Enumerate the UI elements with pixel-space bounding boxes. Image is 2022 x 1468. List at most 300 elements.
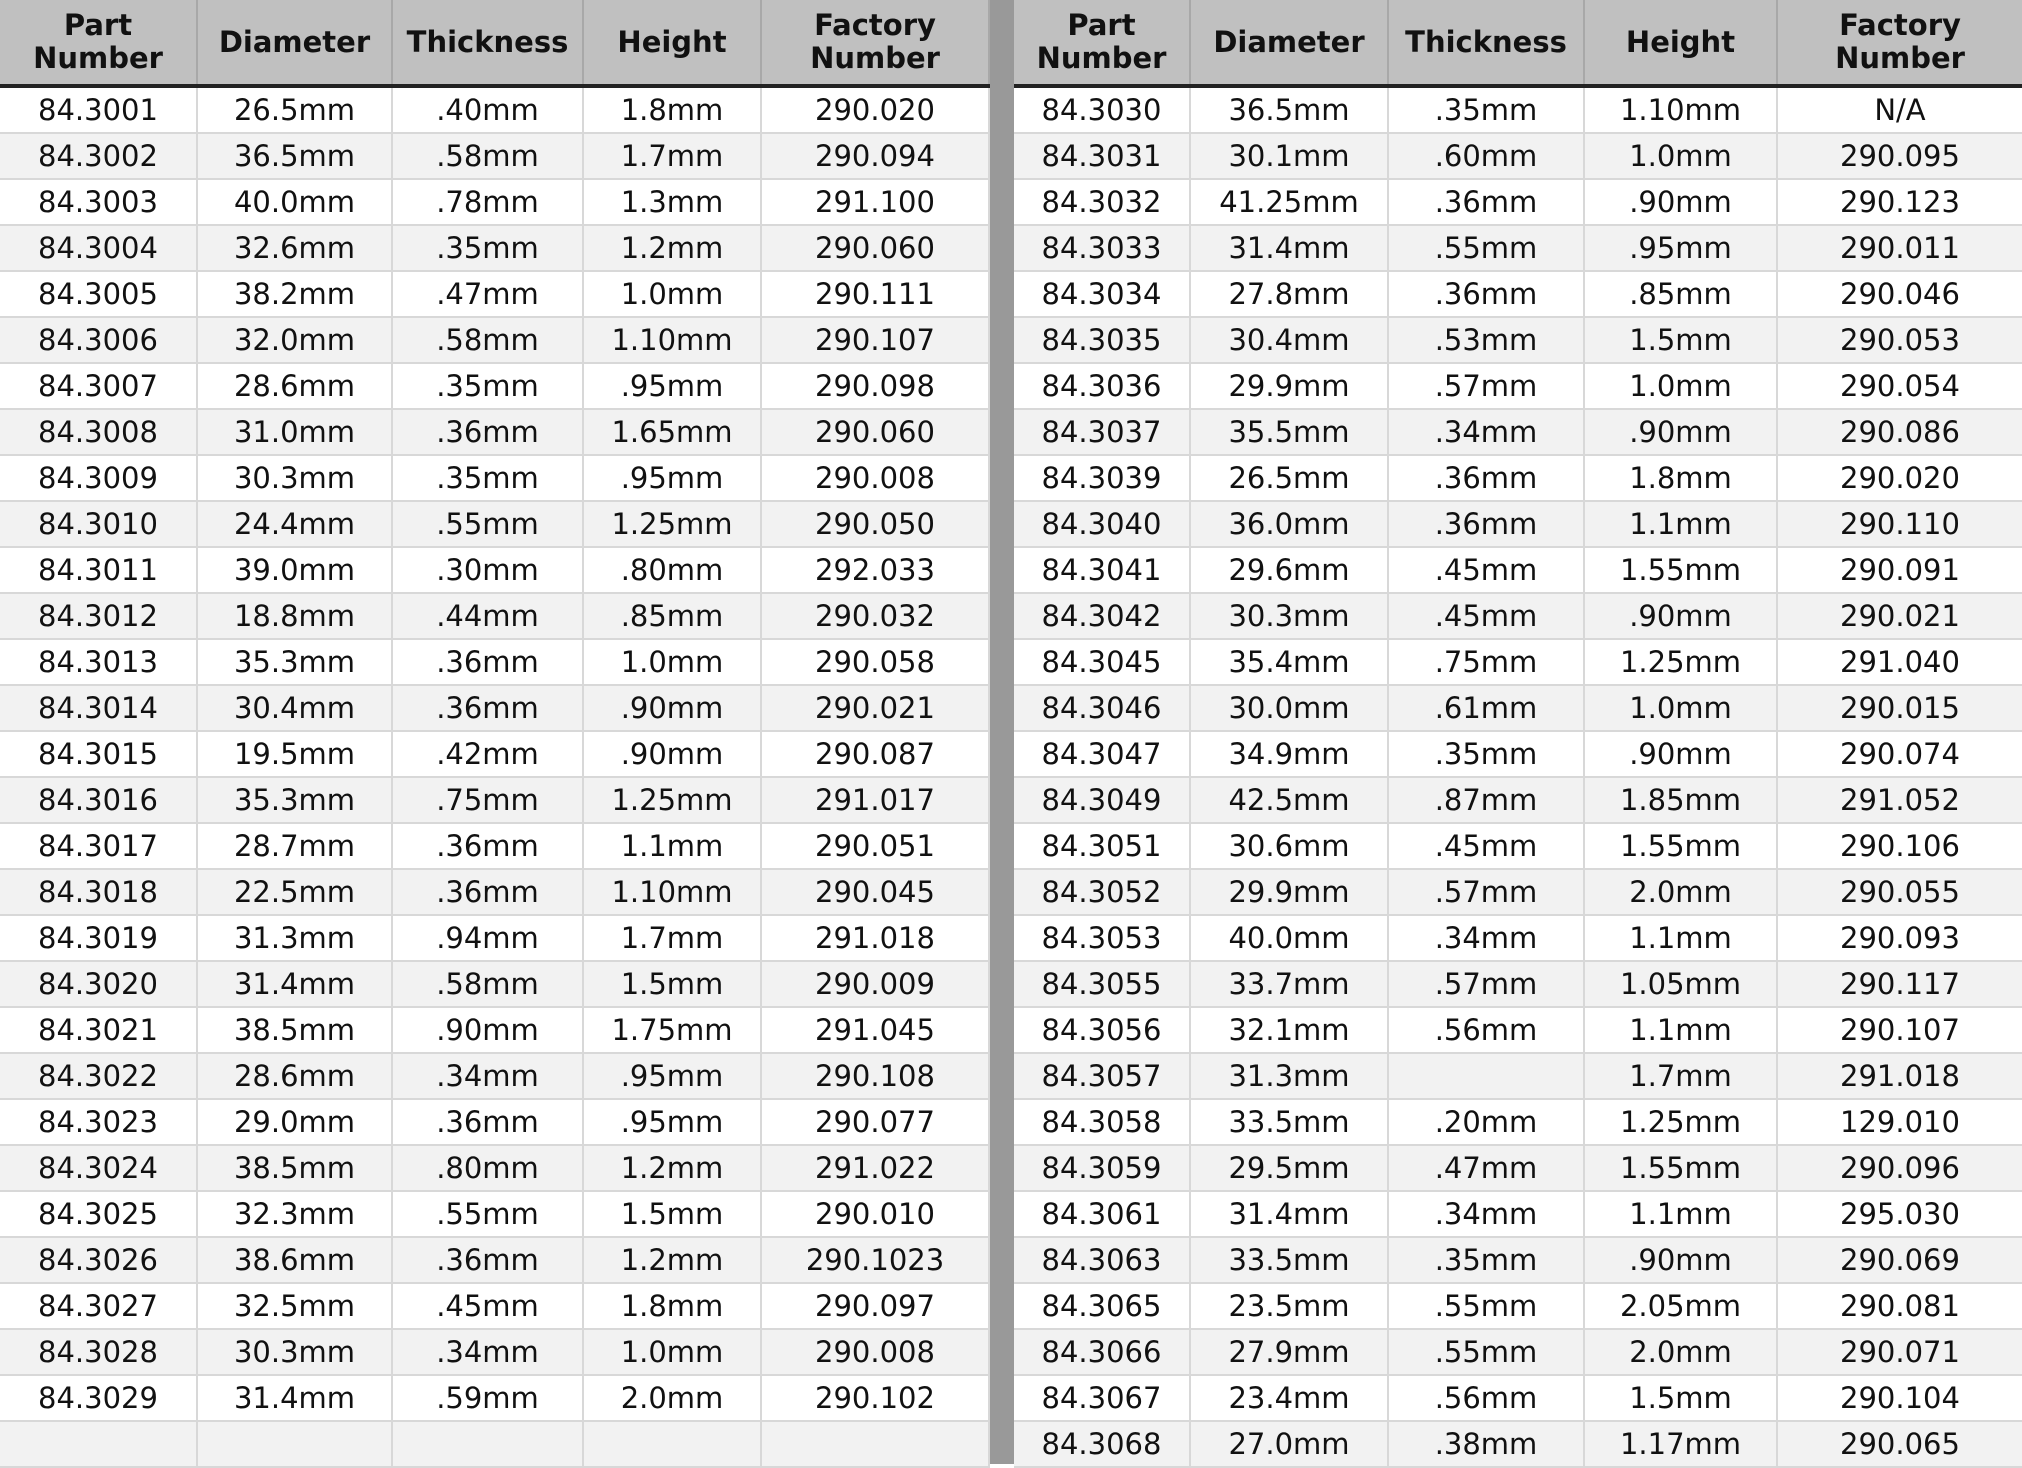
factory-number-cell[interactable]: 290.060 [761, 409, 989, 455]
header-factory-number[interactable]: Factory Number [761, 0, 989, 86]
diameter-cell[interactable]: 19.5mm [197, 731, 392, 777]
diameter-cell[interactable]: 36.5mm [197, 133, 392, 179]
factory-number-cell[interactable]: 290.053 [1777, 317, 2022, 363]
height-cell[interactable]: .95mm [1584, 225, 1777, 271]
thickness-cell[interactable]: .78mm [392, 179, 583, 225]
height-cell[interactable]: 1.25mm [583, 777, 761, 823]
factory-number-cell[interactable]: 290.117 [1777, 961, 2022, 1007]
part-number-cell[interactable]: 84.3016 [0, 777, 197, 823]
diameter-cell[interactable]: 38.2mm [197, 271, 392, 317]
diameter-cell[interactable]: 27.8mm [1190, 271, 1388, 317]
diameter-cell[interactable]: 29.5mm [1190, 1145, 1388, 1191]
factory-number-cell[interactable]: 291.100 [761, 179, 989, 225]
diameter-cell[interactable]: 35.3mm [197, 777, 392, 823]
factory-number-cell[interactable]: 290.009 [761, 961, 989, 1007]
part-number-cell[interactable]: 84.3036 [1014, 363, 1190, 409]
height-cell[interactable]: .85mm [1584, 271, 1777, 317]
diameter-cell[interactable]: 40.0mm [1190, 915, 1388, 961]
part-number-cell[interactable]: 84.3058 [1014, 1099, 1190, 1145]
header-part-number[interactable]: Part Number [0, 0, 197, 86]
diameter-cell[interactable]: 31.4mm [1190, 1191, 1388, 1237]
factory-number-cell[interactable]: 292.033 [761, 547, 989, 593]
diameter-cell[interactable]: 24.4mm [197, 501, 392, 547]
thickness-cell[interactable]: .36mm [392, 823, 583, 869]
part-number-cell[interactable]: 84.3004 [0, 225, 197, 271]
factory-number-cell[interactable]: 290.093 [1777, 915, 2022, 961]
height-cell[interactable]: .90mm [1584, 1237, 1777, 1283]
factory-number-cell[interactable]: 291.018 [1777, 1053, 2022, 1099]
part-number-cell[interactable]: 84.3026 [0, 1237, 197, 1283]
height-cell[interactable]: .95mm [583, 1099, 761, 1145]
height-cell[interactable]: 1.5mm [1584, 1375, 1777, 1421]
thickness-cell[interactable]: .58mm [392, 317, 583, 363]
height-cell[interactable]: .95mm [583, 363, 761, 409]
height-cell[interactable]: 2.0mm [1584, 1329, 1777, 1375]
height-cell[interactable]: 1.8mm [583, 86, 761, 133]
thickness-cell[interactable]: .36mm [392, 639, 583, 685]
height-cell[interactable]: 1.7mm [583, 915, 761, 961]
factory-number-cell[interactable]: 290.098 [761, 363, 989, 409]
part-number-cell[interactable]: 84.3039 [1014, 455, 1190, 501]
part-number-cell[interactable]: 84.3033 [1014, 225, 1190, 271]
part-number-cell[interactable]: 84.3046 [1014, 685, 1190, 731]
factory-number-cell[interactable]: N/A [1777, 86, 2022, 133]
height-cell[interactable]: 1.10mm [1584, 86, 1777, 133]
height-cell[interactable]: 2.05mm [1584, 1283, 1777, 1329]
part-number-cell[interactable]: 84.3040 [1014, 501, 1190, 547]
factory-number-cell[interactable]: 290.060 [761, 225, 989, 271]
thickness-cell[interactable]: .36mm [392, 1099, 583, 1145]
header-diameter[interactable]: Diameter [1190, 0, 1388, 86]
diameter-cell[interactable]: 32.1mm [1190, 1007, 1388, 1053]
header-diameter[interactable]: Diameter [197, 0, 392, 86]
thickness-cell[interactable]: .34mm [1388, 409, 1584, 455]
diameter-cell[interactable]: 38.5mm [197, 1007, 392, 1053]
thickness-cell[interactable]: .55mm [392, 1191, 583, 1237]
factory-number-cell[interactable]: 290.008 [761, 1329, 989, 1375]
height-cell[interactable]: .90mm [583, 731, 761, 777]
factory-number-cell[interactable]: 129.010 [1777, 1099, 2022, 1145]
part-number-cell[interactable]: 84.3027 [0, 1283, 197, 1329]
height-cell[interactable]: 1.1mm [1584, 501, 1777, 547]
height-cell[interactable]: .90mm [1584, 731, 1777, 777]
height-cell[interactable]: 1.3mm [583, 179, 761, 225]
diameter-cell[interactable]: 23.5mm [1190, 1283, 1388, 1329]
factory-number-cell[interactable]: 290.077 [761, 1099, 989, 1145]
height-cell[interactable]: 1.17mm [1584, 1421, 1777, 1467]
thickness-cell[interactable]: .35mm [392, 455, 583, 501]
factory-number-cell[interactable]: 290.074 [1777, 731, 2022, 777]
part-number-cell[interactable]: 84.3047 [1014, 731, 1190, 777]
factory-number-cell[interactable]: 290.071 [1777, 1329, 2022, 1375]
thickness-cell[interactable]: .36mm [1388, 501, 1584, 547]
height-cell[interactable]: 1.65mm [583, 409, 761, 455]
part-number-cell[interactable]: 84.3035 [1014, 317, 1190, 363]
part-number-cell[interactable]: 84.3022 [0, 1053, 197, 1099]
part-number-cell[interactable]: 84.3052 [1014, 869, 1190, 915]
factory-number-cell[interactable]: 290.094 [761, 133, 989, 179]
thickness-cell[interactable]: .56mm [1388, 1007, 1584, 1053]
part-number-cell[interactable]: 84.3018 [0, 869, 197, 915]
diameter-cell[interactable]: 27.9mm [1190, 1329, 1388, 1375]
diameter-cell[interactable]: 31.0mm [197, 409, 392, 455]
diameter-cell[interactable]: 22.5mm [197, 869, 392, 915]
factory-number-cell[interactable]: 290.050 [761, 501, 989, 547]
thickness-cell[interactable]: .42mm [392, 731, 583, 777]
factory-number-cell[interactable]: 291.022 [761, 1145, 989, 1191]
diameter-cell[interactable] [197, 1421, 392, 1467]
part-number-cell[interactable] [0, 1421, 197, 1467]
factory-number-cell[interactable]: 290.051 [761, 823, 989, 869]
thickness-cell[interactable]: .35mm [1388, 731, 1584, 777]
height-cell[interactable]: 1.0mm [1584, 133, 1777, 179]
diameter-cell[interactable]: 28.6mm [197, 1053, 392, 1099]
diameter-cell[interactable]: 29.9mm [1190, 363, 1388, 409]
factory-number-cell[interactable]: 290.081 [1777, 1283, 2022, 1329]
diameter-cell[interactable]: 32.5mm [197, 1283, 392, 1329]
height-cell[interactable]: .90mm [1584, 593, 1777, 639]
factory-number-cell[interactable]: 290.010 [761, 1191, 989, 1237]
part-number-cell[interactable]: 84.3009 [0, 455, 197, 501]
height-cell[interactable]: 1.0mm [583, 639, 761, 685]
height-cell[interactable]: 1.1mm [583, 823, 761, 869]
factory-number-cell[interactable]: 290.102 [761, 1375, 989, 1421]
diameter-cell[interactable]: 31.4mm [197, 961, 392, 1007]
part-number-cell[interactable]: 84.3051 [1014, 823, 1190, 869]
factory-number-cell[interactable]: 290.107 [761, 317, 989, 363]
thickness-cell[interactable]: .36mm [1388, 179, 1584, 225]
part-number-cell[interactable]: 84.3066 [1014, 1329, 1190, 1375]
thickness-cell[interactable]: .57mm [1388, 363, 1584, 409]
part-number-cell[interactable]: 84.3017 [0, 823, 197, 869]
part-number-cell[interactable]: 84.3049 [1014, 777, 1190, 823]
header-height[interactable]: Height [1584, 0, 1777, 86]
header-factory-number[interactable]: Factory Number [1777, 0, 2022, 86]
thickness-cell[interactable]: .36mm [1388, 271, 1584, 317]
factory-number-cell[interactable]: 291.045 [761, 1007, 989, 1053]
thickness-cell[interactable]: .36mm [392, 409, 583, 455]
diameter-cell[interactable]: 32.3mm [197, 1191, 392, 1237]
height-cell[interactable]: .90mm [583, 685, 761, 731]
factory-number-cell[interactable]: 290.111 [761, 271, 989, 317]
factory-number-cell[interactable]: 290.055 [1777, 869, 2022, 915]
diameter-cell[interactable]: 35.4mm [1190, 639, 1388, 685]
height-cell[interactable]: 1.2mm [583, 225, 761, 271]
factory-number-cell[interactable] [761, 1421, 989, 1467]
thickness-cell[interactable] [1388, 1053, 1584, 1099]
height-cell[interactable]: 1.75mm [583, 1007, 761, 1053]
height-cell[interactable]: 1.7mm [583, 133, 761, 179]
diameter-cell[interactable]: 29.0mm [197, 1099, 392, 1145]
part-number-cell[interactable]: 84.3055 [1014, 961, 1190, 1007]
factory-number-cell[interactable]: 290.104 [1777, 1375, 2022, 1421]
height-cell[interactable]: 1.2mm [583, 1237, 761, 1283]
factory-number-cell[interactable]: 290.069 [1777, 1237, 2022, 1283]
height-cell[interactable]: 1.5mm [583, 1191, 761, 1237]
diameter-cell[interactable]: 30.3mm [197, 1329, 392, 1375]
thickness-cell[interactable]: .58mm [392, 133, 583, 179]
thickness-cell[interactable]: .36mm [392, 1237, 583, 1283]
factory-number-cell[interactable]: 290.087 [761, 731, 989, 777]
factory-number-cell[interactable]: 290.096 [1777, 1145, 2022, 1191]
height-cell[interactable]: 1.8mm [583, 1283, 761, 1329]
part-number-cell[interactable]: 84.3032 [1014, 179, 1190, 225]
thickness-cell[interactable]: .75mm [1388, 639, 1584, 685]
height-cell[interactable]: 1.7mm [1584, 1053, 1777, 1099]
thickness-cell[interactable]: .53mm [1388, 317, 1584, 363]
thickness-cell[interactable]: .45mm [1388, 593, 1584, 639]
part-number-cell[interactable]: 84.3007 [0, 363, 197, 409]
part-number-cell[interactable]: 84.3063 [1014, 1237, 1190, 1283]
diameter-cell[interactable]: 26.5mm [197, 86, 392, 133]
factory-number-cell[interactable]: 290.008 [761, 455, 989, 501]
part-number-cell[interactable]: 84.3053 [1014, 915, 1190, 961]
thickness-cell[interactable]: .94mm [392, 915, 583, 961]
part-number-cell[interactable]: 84.3041 [1014, 547, 1190, 593]
height-cell[interactable]: 2.0mm [583, 1375, 761, 1421]
thickness-cell[interactable]: .75mm [392, 777, 583, 823]
factory-number-cell[interactable]: 295.030 [1777, 1191, 2022, 1237]
part-number-cell[interactable]: 84.3015 [0, 731, 197, 777]
part-number-cell[interactable]: 84.3061 [1014, 1191, 1190, 1237]
diameter-cell[interactable]: 39.0mm [197, 547, 392, 593]
factory-number-cell[interactable]: 290.106 [1777, 823, 2022, 869]
thickness-cell[interactable]: .36mm [392, 869, 583, 915]
part-number-cell[interactable]: 84.3021 [0, 1007, 197, 1053]
height-cell[interactable]: 1.10mm [583, 317, 761, 363]
factory-number-cell[interactable]: 291.018 [761, 915, 989, 961]
thickness-cell[interactable]: .35mm [1388, 1237, 1584, 1283]
part-number-cell[interactable]: 84.3013 [0, 639, 197, 685]
height-cell[interactable]: 1.0mm [1584, 363, 1777, 409]
diameter-cell[interactable]: 26.5mm [1190, 455, 1388, 501]
factory-number-cell[interactable]: 290.020 [1777, 455, 2022, 501]
diameter-cell[interactable]: 35.3mm [197, 639, 392, 685]
part-number-cell[interactable]: 84.3056 [1014, 1007, 1190, 1053]
thickness-cell[interactable]: .20mm [1388, 1099, 1584, 1145]
part-number-cell[interactable]: 84.3019 [0, 915, 197, 961]
factory-number-cell[interactable]: 290.065 [1777, 1421, 2022, 1467]
part-number-cell[interactable]: 84.3059 [1014, 1145, 1190, 1191]
thickness-cell[interactable]: .38mm [1388, 1421, 1584, 1467]
diameter-cell[interactable]: 32.6mm [197, 225, 392, 271]
part-number-cell[interactable]: 84.3031 [1014, 133, 1190, 179]
diameter-cell[interactable]: 38.6mm [197, 1237, 392, 1283]
factory-number-cell[interactable]: 290.097 [761, 1283, 989, 1329]
thickness-cell[interactable]: .45mm [1388, 547, 1584, 593]
diameter-cell[interactable]: 36.0mm [1190, 501, 1388, 547]
factory-number-cell[interactable]: 290.045 [761, 869, 989, 915]
thickness-cell[interactable]: .87mm [1388, 777, 1584, 823]
part-number-cell[interactable]: 84.3020 [0, 961, 197, 1007]
height-cell[interactable]: 1.85mm [1584, 777, 1777, 823]
thickness-cell[interactable]: .34mm [1388, 1191, 1584, 1237]
height-cell[interactable]: .90mm [1584, 179, 1777, 225]
factory-number-cell[interactable]: 290.110 [1777, 501, 2022, 547]
factory-number-cell[interactable]: 290.011 [1777, 225, 2022, 271]
diameter-cell[interactable]: 29.6mm [1190, 547, 1388, 593]
diameter-cell[interactable]: 34.9mm [1190, 731, 1388, 777]
diameter-cell[interactable]: 30.3mm [197, 455, 392, 501]
factory-number-cell[interactable]: 290.021 [1777, 593, 2022, 639]
part-number-cell[interactable]: 84.3010 [0, 501, 197, 547]
factory-number-cell[interactable]: 290.020 [761, 86, 989, 133]
diameter-cell[interactable]: 29.9mm [1190, 869, 1388, 915]
part-number-cell[interactable]: 84.3042 [1014, 593, 1190, 639]
factory-number-cell[interactable]: 290.032 [761, 593, 989, 639]
height-cell[interactable]: 1.25mm [1584, 1099, 1777, 1145]
thickness-cell[interactable]: .45mm [392, 1283, 583, 1329]
diameter-cell[interactable]: 40.0mm [197, 179, 392, 225]
height-cell[interactable]: 1.1mm [1584, 1007, 1777, 1053]
part-number-cell[interactable]: 84.3045 [1014, 639, 1190, 685]
height-cell[interactable]: 1.0mm [583, 271, 761, 317]
part-number-cell[interactable]: 84.3003 [0, 179, 197, 225]
thickness-cell[interactable]: .59mm [392, 1375, 583, 1421]
thickness-cell[interactable]: .35mm [392, 363, 583, 409]
height-cell[interactable]: 1.55mm [1584, 1145, 1777, 1191]
factory-number-cell[interactable]: 290.1023 [761, 1237, 989, 1283]
thickness-cell[interactable]: .90mm [392, 1007, 583, 1053]
diameter-cell[interactable]: 28.6mm [197, 363, 392, 409]
thickness-cell[interactable]: .55mm [392, 501, 583, 547]
diameter-cell[interactable]: 42.5mm [1190, 777, 1388, 823]
height-cell[interactable]: 1.25mm [1584, 639, 1777, 685]
thickness-cell[interactable]: .36mm [392, 685, 583, 731]
diameter-cell[interactable]: 33.7mm [1190, 961, 1388, 1007]
height-cell[interactable]: 1.2mm [583, 1145, 761, 1191]
diameter-cell[interactable]: 32.0mm [197, 317, 392, 363]
diameter-cell[interactable]: 18.8mm [197, 593, 392, 639]
height-cell[interactable]: 1.55mm [1584, 547, 1777, 593]
height-cell[interactable]: 1.5mm [1584, 317, 1777, 363]
thickness-cell[interactable]: .58mm [392, 961, 583, 1007]
thickness-cell[interactable]: .60mm [1388, 133, 1584, 179]
header-part-number[interactable]: Part Number [1014, 0, 1190, 86]
diameter-cell[interactable]: 30.0mm [1190, 685, 1388, 731]
diameter-cell[interactable]: 31.4mm [197, 1375, 392, 1421]
thickness-cell[interactable]: .35mm [1388, 86, 1584, 133]
thickness-cell[interactable]: .40mm [392, 86, 583, 133]
thickness-cell[interactable]: .57mm [1388, 961, 1584, 1007]
factory-number-cell[interactable]: 290.107 [1777, 1007, 2022, 1053]
thickness-cell[interactable]: .47mm [392, 271, 583, 317]
thickness-cell[interactable]: .80mm [392, 1145, 583, 1191]
thickness-cell[interactable]: .34mm [392, 1053, 583, 1099]
diameter-cell[interactable]: 31.3mm [1190, 1053, 1388, 1099]
header-thickness[interactable]: Thickness [1388, 0, 1584, 86]
height-cell[interactable]: 1.05mm [1584, 961, 1777, 1007]
thickness-cell[interactable]: .34mm [392, 1329, 583, 1375]
thickness-cell[interactable]: .55mm [1388, 225, 1584, 271]
part-number-cell[interactable]: 84.3011 [0, 547, 197, 593]
height-cell[interactable]: .95mm [583, 455, 761, 501]
part-number-cell[interactable]: 84.3034 [1014, 271, 1190, 317]
height-cell[interactable]: 1.25mm [583, 501, 761, 547]
diameter-cell[interactable]: 33.5mm [1190, 1237, 1388, 1283]
height-cell[interactable]: .90mm [1584, 409, 1777, 455]
part-number-cell[interactable]: 84.3028 [0, 1329, 197, 1375]
diameter-cell[interactable]: 41.25mm [1190, 179, 1388, 225]
part-number-cell[interactable]: 84.3008 [0, 409, 197, 455]
diameter-cell[interactable]: 31.4mm [1190, 225, 1388, 271]
height-cell[interactable]: 2.0mm [1584, 869, 1777, 915]
factory-number-cell[interactable]: 290.054 [1777, 363, 2022, 409]
height-cell[interactable]: .80mm [583, 547, 761, 593]
diameter-cell[interactable]: 33.5mm [1190, 1099, 1388, 1145]
height-cell[interactable] [583, 1421, 761, 1467]
thickness-cell[interactable]: .34mm [1388, 915, 1584, 961]
factory-number-cell[interactable]: 290.091 [1777, 547, 2022, 593]
factory-number-cell[interactable]: 290.021 [761, 685, 989, 731]
factory-number-cell[interactable]: 290.015 [1777, 685, 2022, 731]
header-thickness[interactable]: Thickness [392, 0, 583, 86]
height-cell[interactable]: 1.10mm [583, 869, 761, 915]
factory-number-cell[interactable]: 290.046 [1777, 271, 2022, 317]
thickness-cell[interactable]: .56mm [1388, 1375, 1584, 1421]
thickness-cell[interactable]: .35mm [392, 225, 583, 271]
thickness-cell[interactable]: .61mm [1388, 685, 1584, 731]
factory-number-cell[interactable]: 290.095 [1777, 133, 2022, 179]
diameter-cell[interactable]: 27.0mm [1190, 1421, 1388, 1467]
part-number-cell[interactable]: 84.3012 [0, 593, 197, 639]
part-number-cell[interactable]: 84.3005 [0, 271, 197, 317]
part-number-cell[interactable]: 84.3068 [1014, 1421, 1190, 1467]
thickness-cell[interactable]: .47mm [1388, 1145, 1584, 1191]
part-number-cell[interactable]: 84.3067 [1014, 1375, 1190, 1421]
part-number-cell[interactable]: 84.3014 [0, 685, 197, 731]
height-cell[interactable]: 1.0mm [1584, 685, 1777, 731]
thickness-cell[interactable] [392, 1421, 583, 1467]
part-number-cell[interactable]: 84.3023 [0, 1099, 197, 1145]
part-number-cell[interactable]: 84.3025 [0, 1191, 197, 1237]
height-cell[interactable]: .85mm [583, 593, 761, 639]
thickness-cell[interactable]: .57mm [1388, 869, 1584, 915]
part-number-cell[interactable]: 84.3030 [1014, 86, 1190, 133]
thickness-cell[interactable]: .55mm [1388, 1329, 1584, 1375]
part-number-cell[interactable]: 84.3024 [0, 1145, 197, 1191]
factory-number-cell[interactable]: 290.086 [1777, 409, 2022, 455]
factory-number-cell[interactable]: 290.058 [761, 639, 989, 685]
part-number-cell[interactable]: 84.3001 [0, 86, 197, 133]
part-number-cell[interactable]: 84.3037 [1014, 409, 1190, 455]
diameter-cell[interactable]: 30.4mm [197, 685, 392, 731]
diameter-cell[interactable]: 35.5mm [1190, 409, 1388, 455]
thickness-cell[interactable]: .36mm [1388, 455, 1584, 501]
thickness-cell[interactable]: .30mm [392, 547, 583, 593]
height-cell[interactable]: 1.1mm [1584, 1191, 1777, 1237]
part-number-cell[interactable]: 84.3029 [0, 1375, 197, 1421]
factory-number-cell[interactable]: 291.052 [1777, 777, 2022, 823]
factory-number-cell[interactable]: 291.017 [761, 777, 989, 823]
thickness-cell[interactable]: .45mm [1388, 823, 1584, 869]
factory-number-cell[interactable]: 290.123 [1777, 179, 2022, 225]
height-cell[interactable]: 1.55mm [1584, 823, 1777, 869]
part-number-cell[interactable]: 84.3065 [1014, 1283, 1190, 1329]
height-cell[interactable]: 1.0mm [583, 1329, 761, 1375]
thickness-cell[interactable]: .44mm [392, 593, 583, 639]
diameter-cell[interactable]: 31.3mm [197, 915, 392, 961]
part-number-cell[interactable]: 84.3002 [0, 133, 197, 179]
diameter-cell[interactable]: 38.5mm [197, 1145, 392, 1191]
diameter-cell[interactable]: 30.1mm [1190, 133, 1388, 179]
diameter-cell[interactable]: 36.5mm [1190, 86, 1388, 133]
diameter-cell[interactable]: 30.4mm [1190, 317, 1388, 363]
diameter-cell[interactable]: 30.6mm [1190, 823, 1388, 869]
part-number-cell[interactable]: 84.3006 [0, 317, 197, 363]
diameter-cell[interactable]: 30.3mm [1190, 593, 1388, 639]
diameter-cell[interactable]: 28.7mm [197, 823, 392, 869]
